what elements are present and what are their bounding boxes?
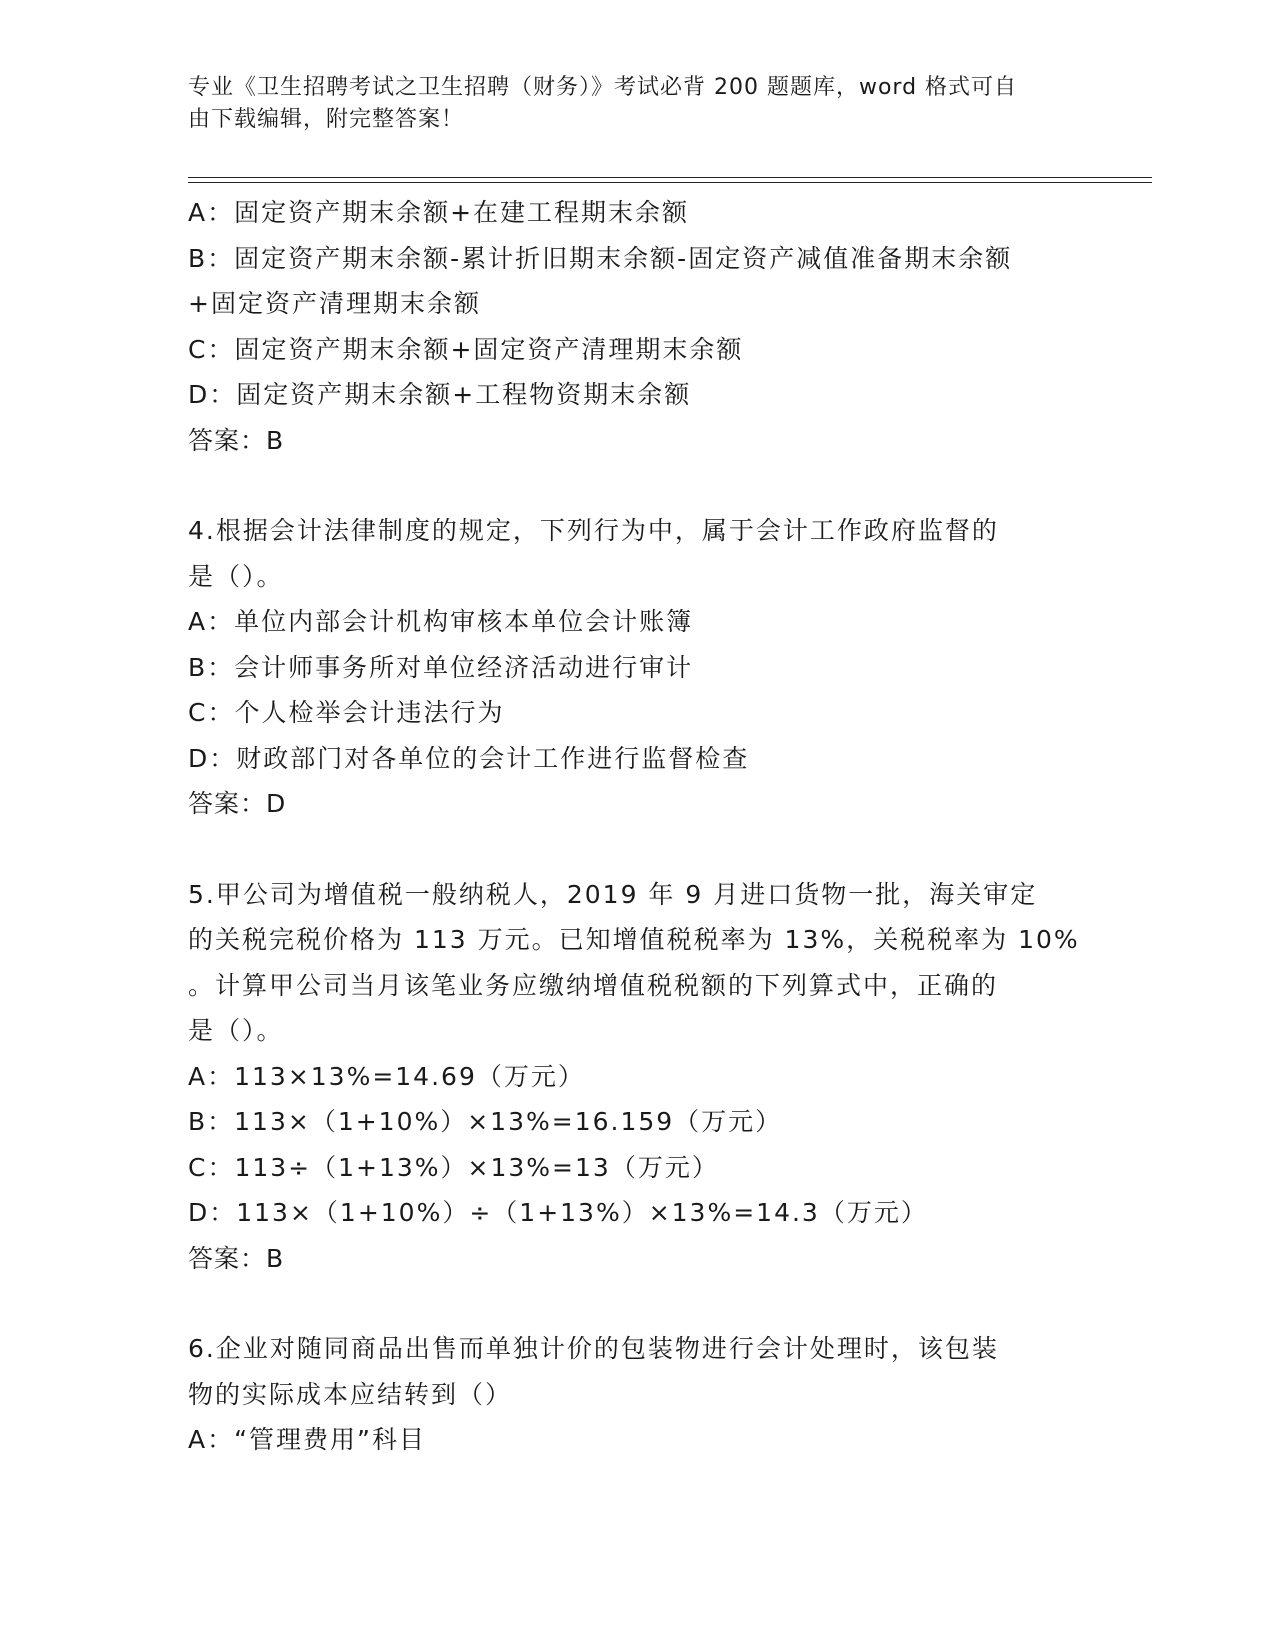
question-content (188, 190, 1088, 1463)
spacer (188, 827, 1088, 872)
question-stem-line-1: 4.根据会计法律制度的规定，下列行为中，属于会计工作政府监督的 (188, 516, 999, 545)
question-6-block (188, 1326, 1088, 1463)
option-c: C：个人检举会计违法行为 (188, 698, 505, 727)
question-5-block (188, 872, 1088, 1282)
option-b-line-2: +固定资产清理期末余额 (188, 289, 481, 318)
option-c: C：固定资产期末余额+固定资产清理期末余额 (188, 334, 744, 364)
question-stem-line-1: 5.甲公司为增值税一般纳税人，2019 年 9 月进口货物一批，海关审定 (188, 879, 1038, 909)
answer-label: 答案：D (188, 789, 287, 818)
question-stem-line-4: 是（）。 (188, 1016, 284, 1045)
question-stem-line-2: 物的实际成本应结转到（） (188, 1379, 513, 1409)
option-a: A：单位内部会计机构审核本单位会计账簿 (188, 607, 694, 636)
answer-label: 答案：B (188, 1243, 285, 1273)
question-3-block (188, 190, 1088, 463)
header-divider-top (188, 177, 1152, 178)
option-b: B：113×（1+10%）×13%=16.159（万元） (188, 1107, 783, 1136)
answer-label: 答案：B (188, 425, 285, 455)
option-c: C：113÷（1+13%）×13%=13（万元） (188, 1152, 719, 1182)
option-a: A：113×13%=14.69（万元） (188, 1061, 585, 1091)
header-title-line-1: 专业《卫生招聘考试之卫生招聘（财务）》考试必背 200 题题库，word 格式可自 (188, 75, 1018, 100)
question-stem-line-2: 的关税完税价格为 113 万元。已知增值税税率为 13%，关税税率为 10% (188, 925, 1080, 954)
option-a: A：固定资产期末余额+在建工程期末余额 (188, 198, 690, 227)
option-a: A：“管理费用”科目 (188, 1425, 427, 1454)
document-header (188, 72, 1068, 136)
header-divider-bottom (188, 182, 1152, 183)
spacer (188, 1281, 1088, 1326)
option-d: D：113×（1+10%）÷（1+13%）×13%=14.3（万元） (188, 1198, 928, 1227)
option-b-line-1: B：固定资产期末余额-累计折旧期末余额-固定资产减值准备期末余额 (188, 243, 1013, 273)
option-d: D：财政部门对各单位的会计工作进行监督检查 (188, 743, 750, 773)
question-stem-line-2: 是（）。 (188, 561, 284, 591)
option-d: D：固定资产期末余额+工程物资期末余额 (188, 380, 692, 409)
question-4-block (188, 508, 1088, 827)
header-title-line-2: 由下载编辑，附完整答案！ (188, 107, 465, 132)
option-b: B：会计师事务所对单位经济活动进行审计 (188, 652, 694, 682)
question-stem-line-3: 。计算甲公司当月该笔业务应缴纳增值税税额的下列算式中，正确的 (188, 970, 999, 1000)
spacer (188, 463, 1088, 508)
question-stem-line-1: 6.企业对随同商品出售而单独计价的包装物进行会计处理时，该包装 (188, 1334, 999, 1363)
